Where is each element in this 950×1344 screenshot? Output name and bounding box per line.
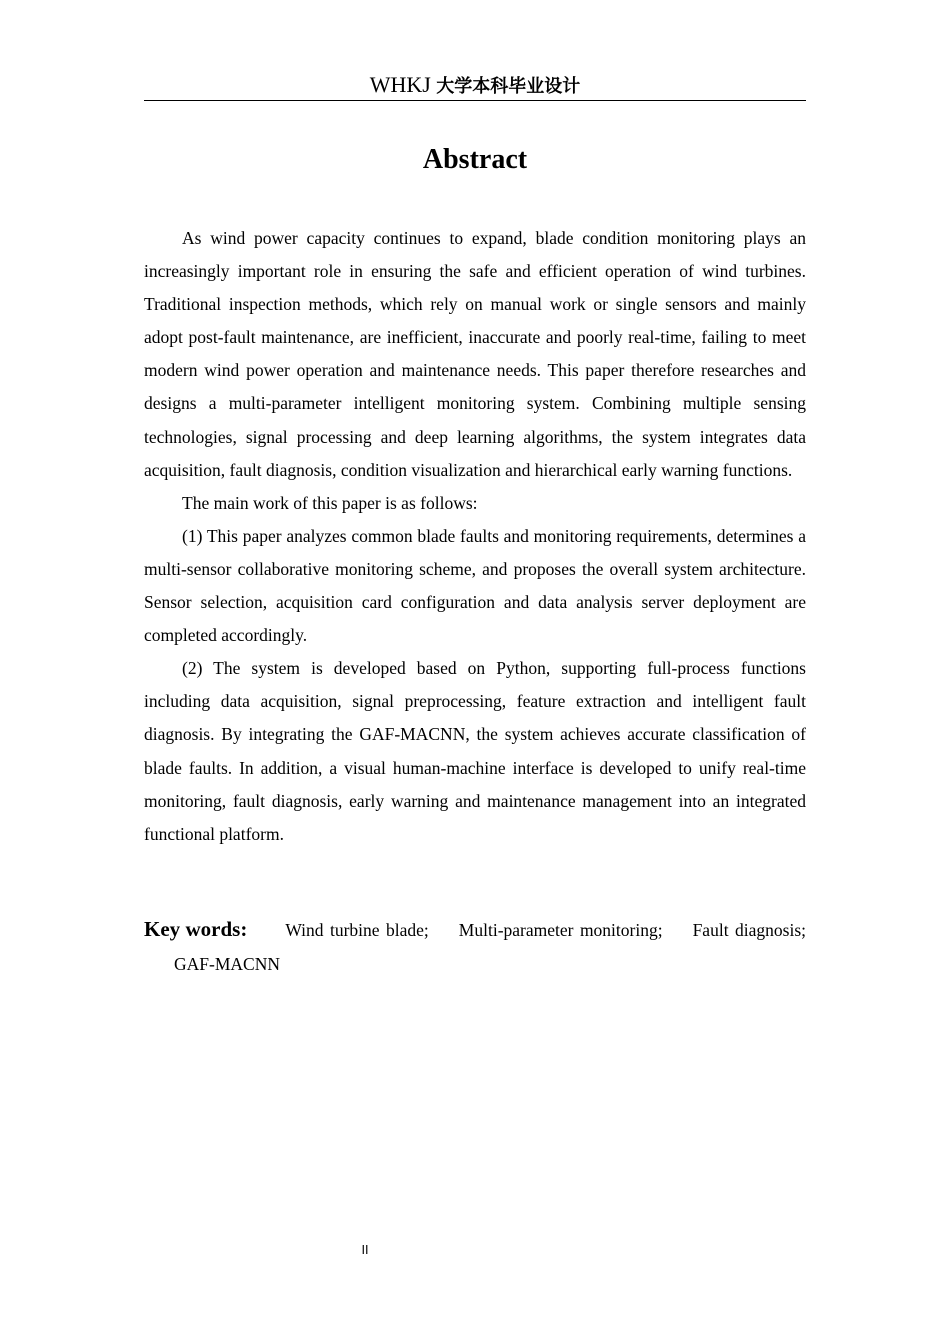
keyword-item: GAF-MACNN [174,954,280,974]
header-chinese: 大学本科毕业设计 [436,76,581,97]
header-latin: WHKJ [369,72,437,97]
page-header [144,70,806,101]
keyword-item: Multi-parameter monitoring; [458,920,663,940]
abstract-body [144,222,806,851]
keywords-label: Key words: [144,917,248,941]
page-number: II [361,1243,369,1257]
keyword-item: Fault diagnosis; [692,920,806,940]
paragraph-intro: As wind power capacity continues to expand, blade condition monitoring plays an increasingly important role in ensuring the safe and efficient operation of wind turbines. Traditional inspection methods, which rely on manual work or single sensors and mainly adopt post-fault maintenance, are inefficient, inaccurate and poorly real-time, failing to meet modern wind power operation and maintenance needs. This paper therefore researches and designs a multi-parameter intelligent monitoring system. Combining multiple sensing technologies, signal processing and deep learning algorithms, the system integrates data acquisition, fault diagnosis, condition visualization and hierarchical early warning functions. [144,228,806,480]
keywords-section [144,912,806,981]
keyword-item: Wind turbine blade; [285,920,429,940]
abstract-title: Abstract [422,144,528,175]
paragraph-item-1: (1) This paper analyzes common blade faults and monitoring requirements, determines a multi-sensor collaborative monitoring scheme, and proposes the overall system architecture. Sensor selection, acquisition card configuration and data analysis server deployment are completed accordingly. [144,525,806,646]
paragraph-item-2: (2) The system is developed based on Python, supporting full-process functions including data acquisition, signal preprocessing, feature extraction and intelligent fault diagnosis. By integrating the GAF-MACNN, the system achieves accurate classification of blade faults. In addition, a visual human-machine interface is developed to unify real-time monitoring, fault diagnosis, early warning and maintenance management into an integrated functional platform. [144,658,806,844]
paragraph-main-work: The main work of this paper is as follows: [182,492,478,513]
